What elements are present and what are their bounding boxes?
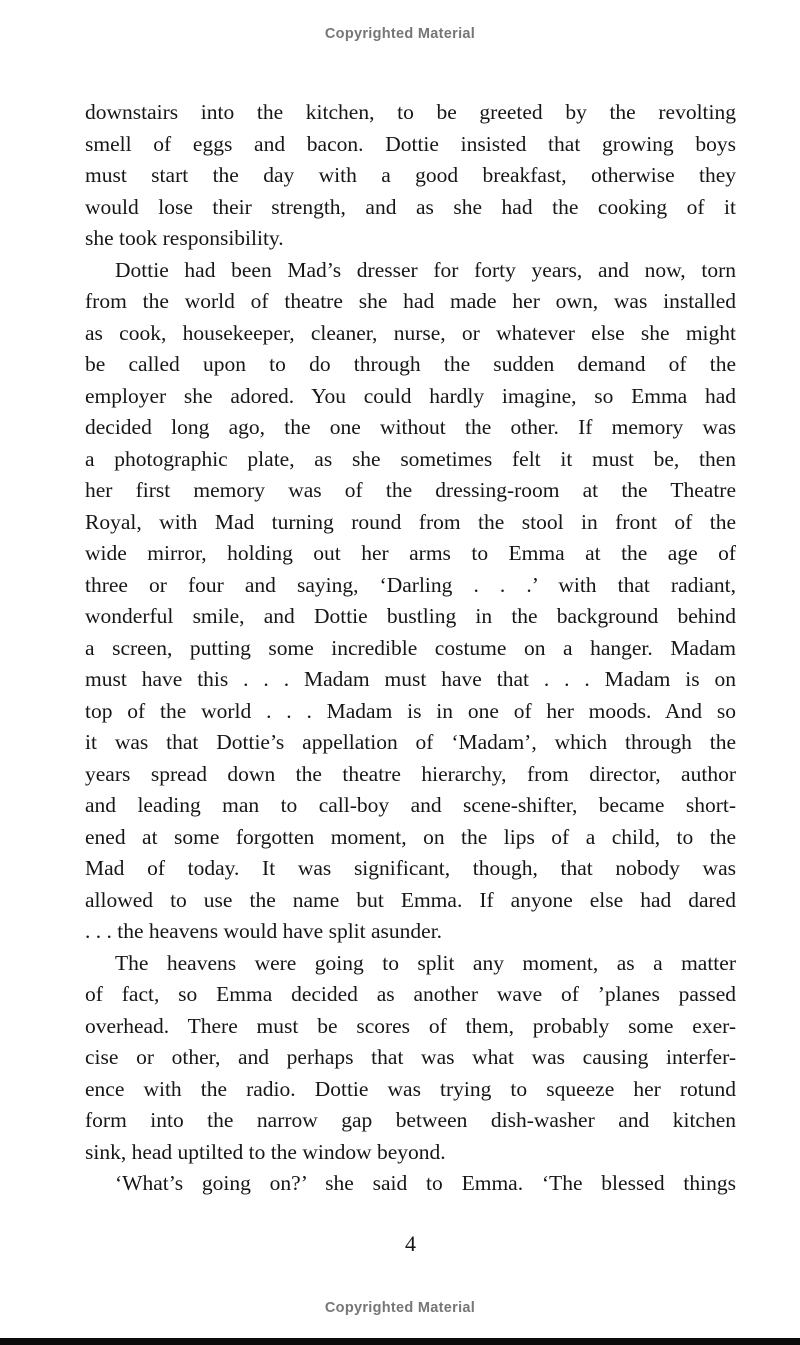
paragraph: [85, 948, 736, 1169]
text-line: sink, head uptilted to the window beyond.: [85, 1139, 446, 1164]
text-line: . . . the heavens would have split asunder.: [85, 919, 443, 943]
text-line: Dottie had been Mad’s dresser for forty years, and now, torn: [115, 257, 736, 282]
paragraph: [85, 1168, 736, 1200]
text-line: form into the narrow gap between dish-washer and kitchen: [85, 1108, 736, 1132]
copyright-notice-top: Copyrighted Material: [324, 26, 476, 42]
paragraph: [85, 97, 736, 255]
page-number: 4: [405, 1231, 416, 1256]
text-line: ence with the radio. Dottie was trying to squeeze her rotund: [85, 1076, 736, 1101]
text-line: must have this . . . Madam must have that . . . Madam is on: [85, 667, 736, 691]
text-block: [85, 97, 736, 1200]
text-line: from the world of theatre she had made her own, was installed: [85, 289, 736, 313]
paragraph: [85, 255, 736, 948]
text-line: would lose their strength, and as she had the cooking of it: [85, 194, 736, 219]
text-line: years spread down the theatre hierarchy, from director, author: [85, 761, 736, 786]
text-line: Royal, with Mad turning round from the stool in front of the: [85, 509, 736, 534]
text-line: a photographic plate, as she sometimes felt it must be, then: [85, 446, 736, 471]
text-line: ened at some forgotten moment, on the lips of a child, to the: [85, 824, 736, 849]
text-line: three or four and saying, ‘Darling . . .’ with that radiant,: [85, 572, 736, 597]
text-line: ‘What’s going on?’ she said to Emma. ‘The blessed things: [115, 1171, 736, 1195]
text-line: allowed to use the name but Emma. If anyone else had dared: [85, 887, 736, 912]
text-line: be called upon to do through the sudden demand of the: [85, 352, 736, 376]
copyright-notice-bottom: Copyrighted Material: [324, 1300, 476, 1316]
text-line: Mad of today. It was significant, though, that nobody was: [85, 856, 736, 880]
text-line: top of the world . . . Madam is in one of her moods. And so: [85, 698, 736, 723]
text-line: downstairs into the kitchen, to be greeted by the revolting: [85, 100, 736, 124]
text-line: a screen, putting some incredible costume on a hanger. Madam: [85, 635, 736, 660]
text-line: wide mirror, holding out her arms to Emma at the age of: [85, 541, 736, 565]
text-line: overhead. There must be scores of them, probably some exer-: [85, 1013, 736, 1038]
text-line: employer she adored. You could hardly imagine, so Emma had: [85, 383, 736, 408]
text-line: she took responsibility.: [85, 226, 284, 250]
text-line: wonderful smile, and Dottie bustling in the background behind: [85, 604, 736, 628]
text-line: The heavens were going to split any moment, as a matter: [115, 950, 736, 975]
text-line: her first memory was of the dressing-room at the Theatre: [85, 478, 736, 502]
text-line: decided long ago, the one without the other. If memory was: [85, 415, 736, 439]
text-line: it was that Dottie’s appellation of ‘Madam’, which through the: [85, 730, 736, 754]
scan-edge-bar: [0, 1338, 800, 1345]
text-line: of fact, so Emma decided as another wave of ’planes passed: [85, 982, 736, 1006]
text-line: and leading man to call-boy and scene-shifter, became short-: [85, 793, 736, 817]
text-line: cise or other, and perhaps that was what was causing interfer-: [85, 1045, 736, 1069]
text-line: must start the day with a good breakfast, otherwise they: [85, 163, 736, 187]
text-line: smell of eggs and bacon. Dottie insisted that growing boys: [85, 131, 736, 156]
text-line: as cook, housekeeper, cleaner, nurse, or whatever else she might: [85, 320, 736, 345]
